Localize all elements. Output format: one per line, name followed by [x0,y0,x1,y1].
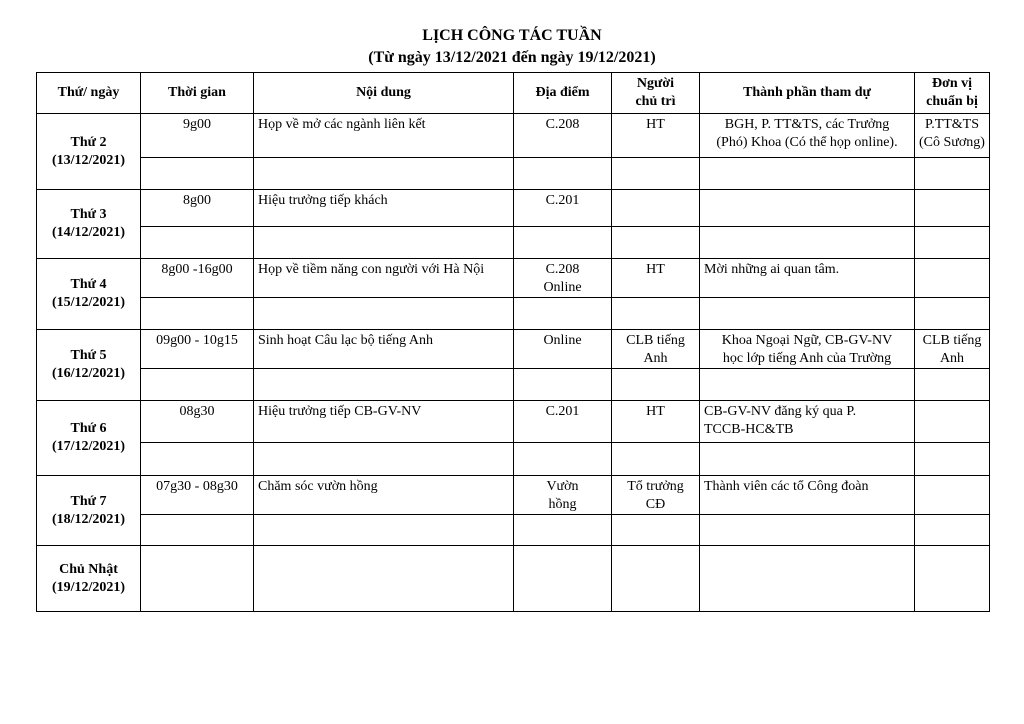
empty-cell [254,158,514,190]
content-cell [254,546,514,612]
empty-cell [254,443,514,476]
participants-cell [700,546,915,612]
day-name: Thứ 3 [70,207,107,222]
place-line1: C.201 [545,193,580,208]
place-line1: C.201 [545,404,580,419]
day-row-empty [37,298,990,330]
place-cell [514,190,612,227]
host-line1: CLB tiếng [626,333,685,348]
empty-cell [514,369,612,401]
time-cell: 9g00 [141,114,254,158]
place-cell [514,401,612,443]
empty-cell [915,369,990,401]
header-unit [915,73,990,114]
host-line2: Anh [643,351,668,366]
empty-cell [700,298,915,330]
empty-cell [612,298,700,330]
place-cell [514,114,612,158]
day-date: (16/12/2021) [51,366,126,381]
time-cell: 8g00 [141,190,254,227]
empty-cell [254,298,514,330]
empty-cell [141,298,254,330]
place-line1: Online [543,333,582,348]
participants-cell [700,401,915,443]
time-cell: 8g00 -16g00 [141,259,254,298]
header-place: Địa điểm [514,73,612,114]
empty-cell [514,158,612,190]
participants-line2: học lớp tiếng Anh của Trường [722,351,892,366]
unit-cell [915,190,990,227]
day-row-empty [37,227,990,259]
empty-cell [700,227,915,259]
day-cell [37,476,141,546]
content-cell: Họp về mở các ngành liên kết [254,114,514,158]
header-day: Thứ/ ngày [37,73,141,114]
content-cell: Chăm sóc vườn hồng [254,476,514,515]
empty-cell [700,158,915,190]
unit-line2: Anh [939,351,965,366]
empty-cell [141,443,254,476]
participants-cell [700,259,915,298]
day-row-empty [37,369,990,401]
empty-cell [141,158,254,190]
unit-cell [915,546,990,612]
empty-cell [612,443,700,476]
unit-cell [915,330,990,369]
header-participants: Thành phần tham dự [700,73,915,114]
unit-cell [915,401,990,443]
empty-cell [700,443,915,476]
day-row [37,330,990,369]
empty-cell [514,227,612,259]
day-date: (14/12/2021) [51,225,126,240]
empty-cell [141,369,254,401]
empty-cell [915,227,990,259]
empty-cell [612,369,700,401]
schedule-table [36,72,990,612]
participants-line1: Thành viên các tổ Công đoàn [704,479,869,494]
day-name: Chủ Nhật [59,561,118,577]
day-date: (18/12/2021) [51,511,126,527]
day-name: Thứ 6 [70,421,107,436]
participants-cell [700,114,915,158]
time-cell: 08g30 [141,401,254,443]
day-row-empty [37,158,990,190]
empty-cell [141,227,254,259]
host-line1: HT [646,404,665,419]
empty-cell [254,369,514,401]
day-date: (13/12/2021) [51,152,126,168]
place-cell [514,476,612,515]
empty-cell [915,158,990,190]
day-row-empty [37,443,990,476]
participants-line1: Khoa Ngoại Ngữ, CB-GV-NV [721,333,893,348]
day-date: (17/12/2021) [51,439,126,454]
header-row [37,73,990,114]
day-row [37,546,990,612]
place-line2: Online [543,280,582,295]
place-cell [514,546,612,612]
day-name: Thứ 2 [70,134,107,150]
content-cell: Họp về tiềm năng con người với Hà Nội [254,259,514,298]
day-row [37,476,990,515]
place-cell [514,259,612,298]
header-host-line1: Người [636,76,675,91]
host-line1: Tổ trưởng [627,479,684,494]
participants-cell [700,330,915,369]
day-name: Thứ 7 [70,493,107,509]
day-cell [37,546,141,612]
empty-cell [915,298,990,330]
schedule-body [37,114,990,612]
participants-line2: (Phó) Khoa (Có thể họp online). [716,135,898,150]
day-row [37,401,990,443]
day-row-empty [37,515,990,546]
empty-cell [141,515,254,546]
unit-cell [915,476,990,515]
empty-cell [612,515,700,546]
empty-cell [915,443,990,476]
time-cell: 09g00 - 10g15 [141,330,254,369]
day-date: (19/12/2021) [51,579,126,595]
document-subtitle: (Từ ngày 13/12/2021 đến ngày 19/12/2021) [368,49,656,66]
participants-line2: TCCB-HC&TB [704,422,794,437]
empty-cell [612,158,700,190]
empty-cell [514,298,612,330]
day-cell [37,114,141,190]
day-row [37,190,990,227]
host-line1: HT [646,262,665,277]
empty-cell [700,369,915,401]
day-name: Thứ 5 [70,348,107,363]
host-line1: HT [646,117,665,132]
empty-cell [514,443,612,476]
participants-cell [700,190,915,227]
header-host [612,73,700,114]
day-name: Thứ 4 [70,277,107,292]
header-unit-line1: Đơn vị [931,76,973,91]
time-cell: 07g30 - 08g30 [141,476,254,515]
header-unit-line2: chuẩn bị [926,94,978,109]
participants-line1: Mời những ai quan tâm. [704,262,840,277]
unit-line1: CLB tiếng [922,333,982,348]
day-cell [37,330,141,401]
host-line2: CĐ [645,497,666,512]
unit-line1: P.TT&TS [924,117,980,132]
empty-cell [700,515,915,546]
day-cell [37,401,141,476]
host-cell [612,546,700,612]
host-cell [612,476,700,515]
day-row [37,114,990,158]
host-cell [612,330,700,369]
unit-line2: (Cô Sương) [919,135,985,150]
day-cell [37,190,141,259]
day-cell [37,259,141,330]
empty-cell [915,515,990,546]
host-cell [612,190,700,227]
place-line1: C.208 [545,117,580,132]
participants-cell [700,476,915,515]
empty-cell [254,515,514,546]
place-cell [514,330,612,369]
unit-cell [915,259,990,298]
host-cell [612,259,700,298]
header-content: Nội dung [254,73,514,114]
content-cell: Hiệu trưởng tiếp CB-GV-NV [254,401,514,443]
time-cell [141,546,254,612]
host-cell [612,401,700,443]
document-title: LỊCH CÔNG TÁC TUẦN [422,27,602,44]
header-host-line2: chủ trì [635,94,676,109]
place-line2: hồng [548,497,577,512]
participants-line1: BGH, P. TT&TS, các Trưởng [724,117,890,132]
unit-cell [915,114,990,158]
place-line1: Vườn [546,479,579,494]
content-cell: Sinh hoạt Câu lạc bộ tiếng Anh [254,330,514,369]
content-cell: Hiệu trưởng tiếp khách [254,190,514,227]
day-date: (15/12/2021) [51,295,126,310]
empty-cell [254,227,514,259]
empty-cell [514,515,612,546]
place-line1: C.208 [545,262,580,277]
host-cell [612,114,700,158]
empty-cell [612,227,700,259]
header-time: Thời gian [141,73,254,114]
participants-line1: CB-GV-NV đăng ký qua P. [704,404,857,419]
day-row [37,259,990,298]
